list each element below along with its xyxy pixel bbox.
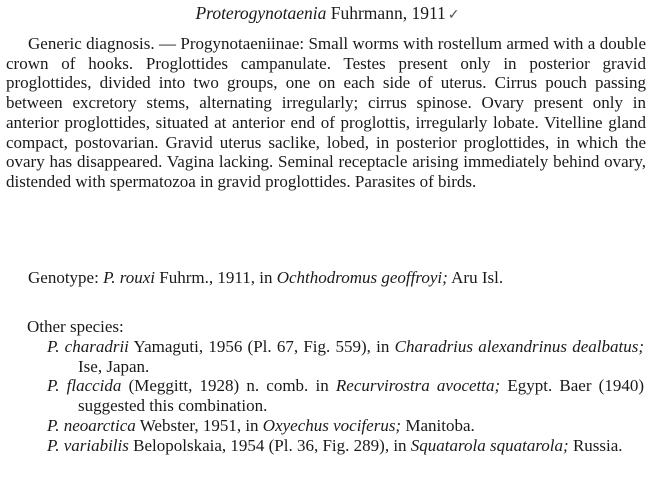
species-details: Webster, 1951, in	[139, 415, 259, 435]
genotype-label: Genotype:	[28, 268, 99, 287]
other-species-label: Other species:	[27, 317, 124, 336]
species-locality: Ise, Japan.	[78, 356, 150, 376]
genus-author: Fuhrmann, 1911	[330, 3, 446, 23]
species-locality: Manitoba.	[405, 415, 475, 435]
species-locality: Egypt. Baer (1940) suggested this combination.	[78, 376, 644, 416]
species-name: P. neoarctica	[47, 415, 136, 435]
species-details: (Meggitt, 1928) n. comb. in	[128, 376, 329, 396]
genus-name: Proterogynotaenia	[195, 3, 327, 23]
list-item	[0, 436, 650, 456]
generic-diagnosis	[6, 34, 646, 192]
species-locality: Russia.	[572, 435, 623, 455]
species-host: Oxyechus vociferus;	[262, 415, 402, 435]
genotype-locality: Aru Isl.	[451, 268, 504, 287]
genus-heading	[0, 4, 655, 26]
check-mark-icon: ✓	[447, 8, 460, 23]
species-list	[0, 337, 650, 455]
diagnosis-lead: Generic diagnosis. — Progynotaeniinae:	[28, 34, 305, 53]
species-name: P. flaccida	[47, 376, 122, 396]
list-item	[0, 337, 650, 376]
species-host: Squatarola squatarola;	[410, 435, 569, 455]
diagnosis-text: Small worms with rostellum armed with a double crown of hooks. Proglottides campanulate. Testes present only in posterior gravid proglottides, divided into two groups, one on each side of uterus. Cirrus pouch passing between excretory stems, alternating irregularly; cirrus spinose. Ovary present only in anterior proglottides, situated at anterior end of proglottis, irregularly lobate. Vitelline gland compact, postovarian. Gravid uterus saclike, lobed, in posterior proglottides, in which the ovary has disappeared. Vagina lacking. Seminal receptacle arising immediately behind ovary, distended with spermatozoa in gravid proglottides. Parasites of birds.	[6, 34, 646, 191]
species-host: Charadrius alexandrinus dealbatus;	[394, 337, 645, 356]
genotype-line	[6, 268, 646, 288]
genotype-host: Ochthodromus geoffroyi;	[276, 268, 448, 287]
list-item	[0, 416, 650, 436]
genotype-author: Fuhrm., 1911, in	[159, 268, 273, 287]
species-host: Recurvirostra avocetta;	[335, 376, 501, 396]
list-item	[0, 376, 650, 415]
species-name: P. variabilis	[47, 435, 129, 455]
species-details: Belopolskaia, 1954 (Pl. 36, Fig. 289), in	[133, 435, 407, 455]
species-details: Yamaguti, 1956 (Pl. 67, Fig. 559), in	[133, 337, 390, 356]
genotype-species: P. rouxi	[103, 268, 156, 287]
species-name: P. charadrii	[47, 337, 129, 356]
